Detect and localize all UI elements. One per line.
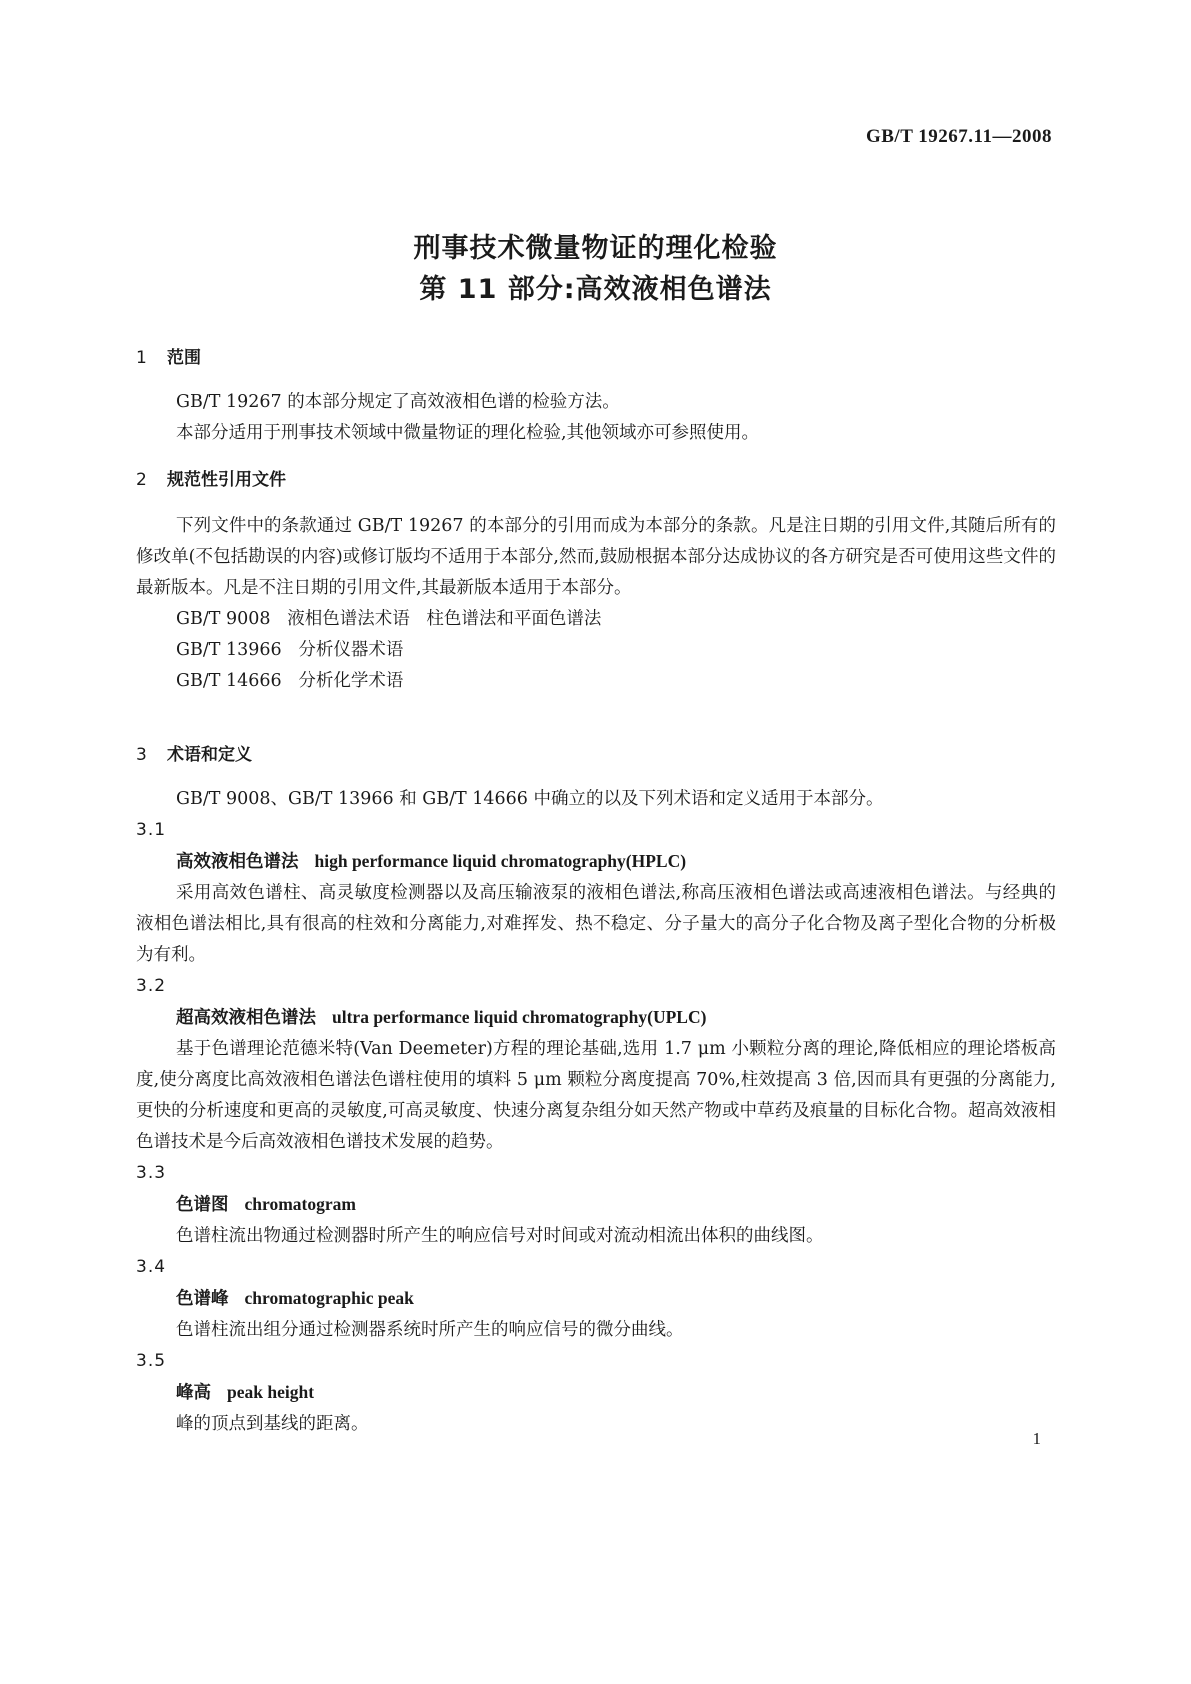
standard-code: GB/T 19267.11—2008 xyxy=(865,126,1052,147)
paragraph: GB/T 19267 的本部分规定了高效液相色谱的检验方法。 xyxy=(176,392,620,412)
clause-number: 3.1 xyxy=(136,820,167,840)
clause-number: 3.2 xyxy=(136,976,167,996)
section-1 xyxy=(136,342,1056,449)
section-number: 1 xyxy=(136,348,147,368)
section-heading xyxy=(136,342,1056,374)
term-english: chromatographic peak xyxy=(244,1288,414,1308)
term-heading xyxy=(136,1377,1056,1409)
term-heading xyxy=(136,1283,1056,1315)
clause-number: 3.5 xyxy=(136,1351,167,1371)
term-heading xyxy=(136,1002,1056,1034)
section-title: 术语和定义 xyxy=(167,745,252,765)
term-chinese: 色谱峰 xyxy=(176,1289,229,1309)
section-title: 范围 xyxy=(167,348,201,368)
term-definition: 峰的顶点到基线的距离。 xyxy=(176,1414,369,1434)
term-entry xyxy=(136,1158,1056,1252)
paragraph: 下列文件中的条款通过 GB/T 19267 的本部分的引用而成为本部分的条款。凡是注日期的引用文件,其随后所有的修改单(不包括勘误的内容)或修订版均不适用于本部分,然而,鼓励根据本部分达成协议的各方研究是否可使用这些文件的最新版本。凡是不注日期的引用文件,其最新版本适用于本部分。 xyxy=(136,516,1056,598)
term-english: peak height xyxy=(227,1382,315,1402)
term-english: chromatogram xyxy=(244,1194,356,1214)
term-definition: 采用高效色谱柱、高灵敏度检测器以及高压输液泵的液相色谱法,称高压液相色谱法或高速液相色谱法。与经典的液相色谱法相比,具有很高的柱效和分离能力,对难挥发、热不稳定、分子量大的高分子化合物及离子型化合物的分析极为有利。 xyxy=(136,883,1056,965)
reference-item: GB/T 13966 分析仪器术语 xyxy=(176,640,404,660)
term-entry xyxy=(136,971,1056,1158)
paragraph: GB/T 9008、GB/T 13966 和 GB/T 14666 中确立的以及下列术语和定义适用于本部分。 xyxy=(176,789,884,809)
reference-item: GB/T 9008 液相色谱法术语 柱色谱法和平面色谱法 xyxy=(176,609,602,629)
clause-number: 3.4 xyxy=(136,1257,167,1277)
section-number: 3 xyxy=(136,745,147,765)
term-english: ultra performance liquid chromatography(UPLC) xyxy=(332,1007,707,1027)
section-title: 规范性引用文件 xyxy=(167,470,286,490)
term-chinese: 峰高 xyxy=(176,1383,211,1403)
section-heading xyxy=(136,739,1056,771)
paragraph: 本部分适用于刑事技术领域中微量物证的理化检验,其他领域亦可参照使用。 xyxy=(176,423,760,443)
term-heading xyxy=(136,846,1056,878)
section-2 xyxy=(136,464,1056,697)
term-definition: 基于色谱理论范德米特(Van Deemeter)方程的理论基础,选用 1.7 μm 小颗粒分离的理论,降低相应的理论塔板高度,使分离度比高效液相色谱法色谱柱使用的填料 5 μm 颗粒分离度提高 70%,柱效提高 3 倍,因而具有更强的分离能力,更快的分析速度和更高的灵敏度,可高灵敏度、快速分离复杂组分如天然产物或中草药及痕量的目标化合物。超高效液相色谱技术是今后高效液相色谱技术发展的趋势。 xyxy=(136,1039,1056,1152)
title-line-2: 第 11 部分:高效液相色谱法 xyxy=(419,274,772,305)
term-definition: 色谱柱流出物通过检测器时所产生的响应信号对时间或对流动相流出体积的曲线图。 xyxy=(176,1226,824,1246)
title-line-1: 刑事技术微量物证的理化检验 xyxy=(413,233,778,264)
section-3 xyxy=(136,739,1056,1440)
page-number: 1 xyxy=(1032,1429,1041,1448)
clause-number: 3.3 xyxy=(136,1163,167,1183)
term-definition: 色谱柱流出组分通过检测器系统时所产生的响应信号的微分曲线。 xyxy=(176,1320,684,1340)
term-chinese: 高效液相色谱法 xyxy=(176,852,299,872)
reference-item: GB/T 14666 分析化学术语 xyxy=(176,671,404,691)
section-number: 2 xyxy=(136,470,147,490)
section-heading xyxy=(136,464,1056,496)
term-entry xyxy=(136,1252,1056,1346)
term-entry xyxy=(136,815,1056,971)
term-entry xyxy=(136,1346,1056,1440)
term-heading xyxy=(136,1189,1056,1221)
term-chinese: 色谱图 xyxy=(176,1195,229,1215)
document-title xyxy=(0,228,1191,310)
term-chinese: 超高效液相色谱法 xyxy=(176,1008,316,1028)
term-english: high performance liquid chromatography(HPLC) xyxy=(314,851,687,871)
